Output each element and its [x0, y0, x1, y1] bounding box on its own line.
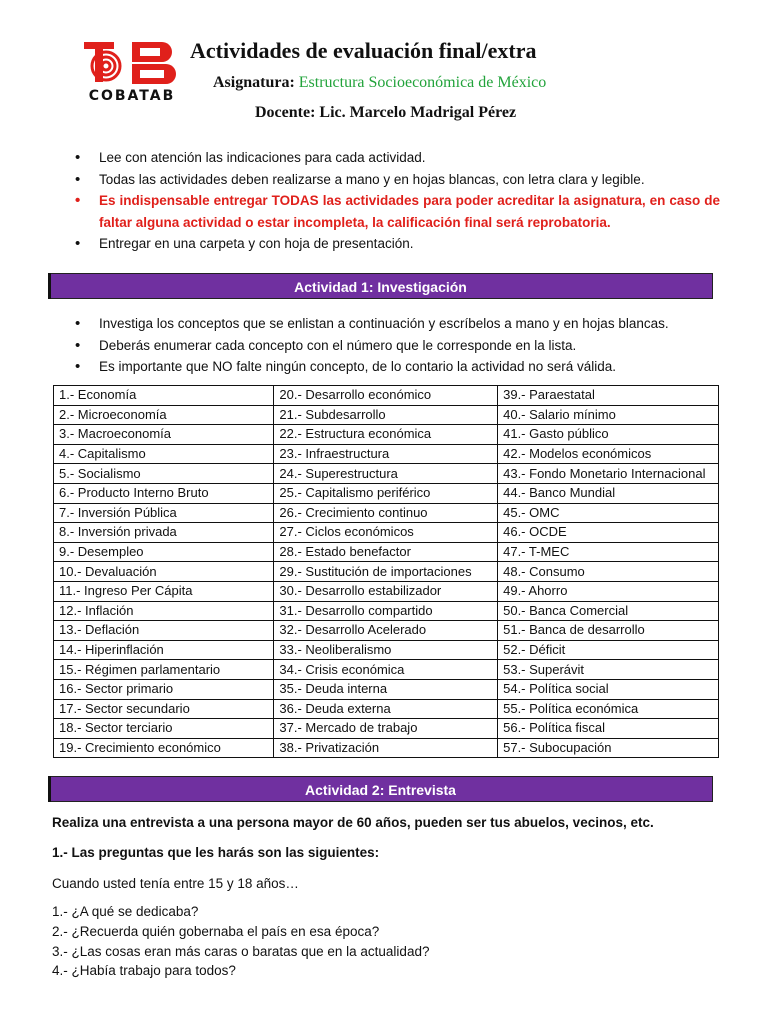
- concept-row: [54, 679, 719, 699]
- concept-cell: 46.- OCDE: [498, 523, 719, 543]
- concept-cell: 47.- T-MEC: [498, 542, 719, 562]
- instruction-item-warning: • Es indispensable entregar TODAS las actividades para poder acreditar la asignatura, en caso de faltar alguna actividad o estar incompleta, la calificación final será reprobatoria.: [75, 190, 720, 233]
- concept-cell: 28.- Estado benefactor: [274, 542, 498, 562]
- concept-cell: 53.- Superávit: [498, 660, 719, 680]
- concept-cell: 36.- Deuda externa: [274, 699, 498, 719]
- subject-line: [213, 74, 546, 92]
- activity1-header: Actividad 1: Investigación: [48, 273, 713, 299]
- concept-cell: 40.- Salario mínimo: [498, 405, 719, 425]
- concept-cell: 45.- OMC: [498, 503, 719, 523]
- questions-heading: 1.- Las preguntas que les harás son las siguientes:: [52, 845, 380, 860]
- concept-row: [54, 483, 719, 503]
- concept-row: [54, 601, 719, 621]
- concept-cell: 25.- Capitalismo periférico: [274, 483, 498, 503]
- cobatab-emblem-icon: [78, 40, 186, 86]
- instruction-item: • Todas las actividades deben realizarse a mano y en hojas blancas, con letra clara y legible.: [75, 169, 720, 191]
- activity1-bullets: [75, 313, 720, 378]
- concept-cell: 17.- Sector secundario: [54, 699, 274, 719]
- concept-row: [54, 640, 719, 660]
- activity2-intro: Realiza una entrevista a una persona mayor de 60 años, pueden ser tus abuelos, vecinos, etc.: [52, 815, 654, 830]
- concept-cell: 56.- Política fiscal: [498, 719, 719, 739]
- concept-cell: 4.- Capitalismo: [54, 444, 274, 464]
- concept-cell: 9.- Desempleo: [54, 542, 274, 562]
- instruction-item: • Entregar en una carpeta y con hoja de presentación.: [75, 233, 720, 255]
- concept-cell: 57.- Subocupación: [498, 738, 719, 758]
- concept-row: [54, 425, 719, 445]
- subject-value: Estructura Socioeconómica de México: [298, 74, 547, 91]
- concept-row: [54, 562, 719, 582]
- concept-cell: 54.- Política social: [498, 679, 719, 699]
- concept-cell: 39.- Paraestatal: [498, 386, 719, 406]
- concept-row: [54, 719, 719, 739]
- concept-row: [54, 660, 719, 680]
- document-title: Actividades de evaluación final/extra: [190, 38, 537, 63]
- concept-row: [54, 621, 719, 641]
- concept-row: [54, 542, 719, 562]
- subject-label: Asignatura:: [213, 74, 295, 91]
- questions-list: [52, 902, 429, 981]
- concept-cell: 23.- Infraestructura: [274, 444, 498, 464]
- concept-cell: 52.- Déficit: [498, 640, 719, 660]
- concept-cell: 30.- Desarrollo estabilizador: [274, 581, 498, 601]
- concept-row: [54, 405, 719, 425]
- concept-cell: 16.- Sector primario: [54, 679, 274, 699]
- concept-cell: 5.- Socialismo: [54, 464, 274, 484]
- instruction-item: • Lee con atención las indicaciones para cada actividad.: [75, 147, 720, 169]
- concept-cell: 41.- Gasto público: [498, 425, 719, 445]
- questions-lead: Cuando usted tenía entre 15 y 18 años…: [52, 876, 299, 891]
- concept-cell: 43.- Fondo Monetario Internacional: [498, 464, 719, 484]
- concept-cell: 29.- Sustitución de importaciones: [274, 562, 498, 582]
- concept-cell: 34.- Crisis económica: [274, 660, 498, 680]
- concept-cell: 7.- Inversión Pública: [54, 503, 274, 523]
- concept-cell: 12.- Inflación: [54, 601, 274, 621]
- concept-cell: 3.- Macroeconomía: [54, 425, 274, 445]
- concept-cell: 14.- Hiperinflación: [54, 640, 274, 660]
- concept-cell: 21.- Subdesarrollo: [274, 405, 498, 425]
- teacher-line: Docente: Lic. Marcelo Madrigal Pérez: [255, 104, 517, 121]
- concept-cell: 15.- Régimen parlamentario: [54, 660, 274, 680]
- concept-cell: 48.- Consumo: [498, 562, 719, 582]
- concept-row: [54, 738, 719, 758]
- question-item: 3.- ¿Las cosas eran más caras o baratas que en la actualidad?: [52, 943, 430, 959]
- concept-cell: 50.- Banca Comercial: [498, 601, 719, 621]
- concept-cell: 32.- Desarrollo Acelerado: [274, 621, 498, 641]
- concept-cell: 10.- Devaluación: [54, 562, 274, 582]
- activity1-bullet: • Deberás enumerar cada concepto con el número que le corresponde en la lista.: [75, 335, 720, 357]
- concept-cell: 42.- Modelos económicos: [498, 444, 719, 464]
- concept-cell: 19.- Crecimiento económico: [54, 738, 274, 758]
- question-item: 4.- ¿Había trabajo para todos?: [52, 963, 236, 979]
- concept-row: [54, 386, 719, 406]
- concept-row: [54, 699, 719, 719]
- concept-cell: 27.- Ciclos económicos: [274, 523, 498, 543]
- concept-cell: 31.- Desarrollo compartido: [274, 601, 498, 621]
- concept-cell: 38.- Privatización: [274, 738, 498, 758]
- concept-cell: 55.- Política económica: [498, 699, 719, 719]
- concepts-table: [53, 385, 719, 758]
- concept-cell: 26.- Crecimiento continuo: [274, 503, 498, 523]
- concept-row: [54, 464, 719, 484]
- concept-row: [54, 444, 719, 464]
- concept-cell: 35.- Deuda interna: [274, 679, 498, 699]
- cobatab-logo: [78, 40, 186, 106]
- concept-cell: 13.- Deflación: [54, 621, 274, 641]
- concept-cell: 22.- Estructura económica: [274, 425, 498, 445]
- concept-cell: 18.- Sector terciario: [54, 719, 274, 739]
- concept-cell: 1.- Economía: [54, 386, 274, 406]
- concept-cell: 11.- Ingreso Per Cápita: [54, 581, 274, 601]
- concept-cell: 51.- Banca de desarrollo: [498, 621, 719, 641]
- activity1-bullet: • Investiga los conceptos que se enlistan a continuación y escríbelos a mano y en hojas blancas.: [75, 313, 720, 335]
- concept-cell: 44.- Banco Mundial: [498, 483, 719, 503]
- concept-row: [54, 581, 719, 601]
- instructions-list: [75, 147, 720, 255]
- question-item: 1.- ¿A qué se dedicaba?: [52, 904, 199, 919]
- concept-cell: 20.- Desarrollo económico: [274, 386, 498, 406]
- concept-row: [54, 523, 719, 543]
- logo-text: COBATAB: [88, 88, 176, 104]
- activity1-bullet: • Es importante que NO falte ningún concepto, de lo contario la actividad no será válida.: [75, 356, 720, 378]
- concept-cell: 49.- Ahorro: [498, 581, 719, 601]
- concept-cell: 37.- Mercado de trabajo: [274, 719, 498, 739]
- question-item: 2.- ¿Recuerda quién gobernaba el país en esa época?: [52, 923, 380, 939]
- concept-cell: 2.- Microeconomía: [54, 405, 274, 425]
- concept-cell: 24.- Superestructura: [274, 464, 498, 484]
- concept-cell: 33.- Neoliberalismo: [274, 640, 498, 660]
- concept-cell: 6.- Producto Interno Bruto: [54, 483, 274, 503]
- concept-cell: 8.- Inversión privada: [54, 523, 274, 543]
- concept-row: [54, 503, 719, 523]
- activity2-header: Actividad 2: Entrevista: [48, 776, 713, 802]
